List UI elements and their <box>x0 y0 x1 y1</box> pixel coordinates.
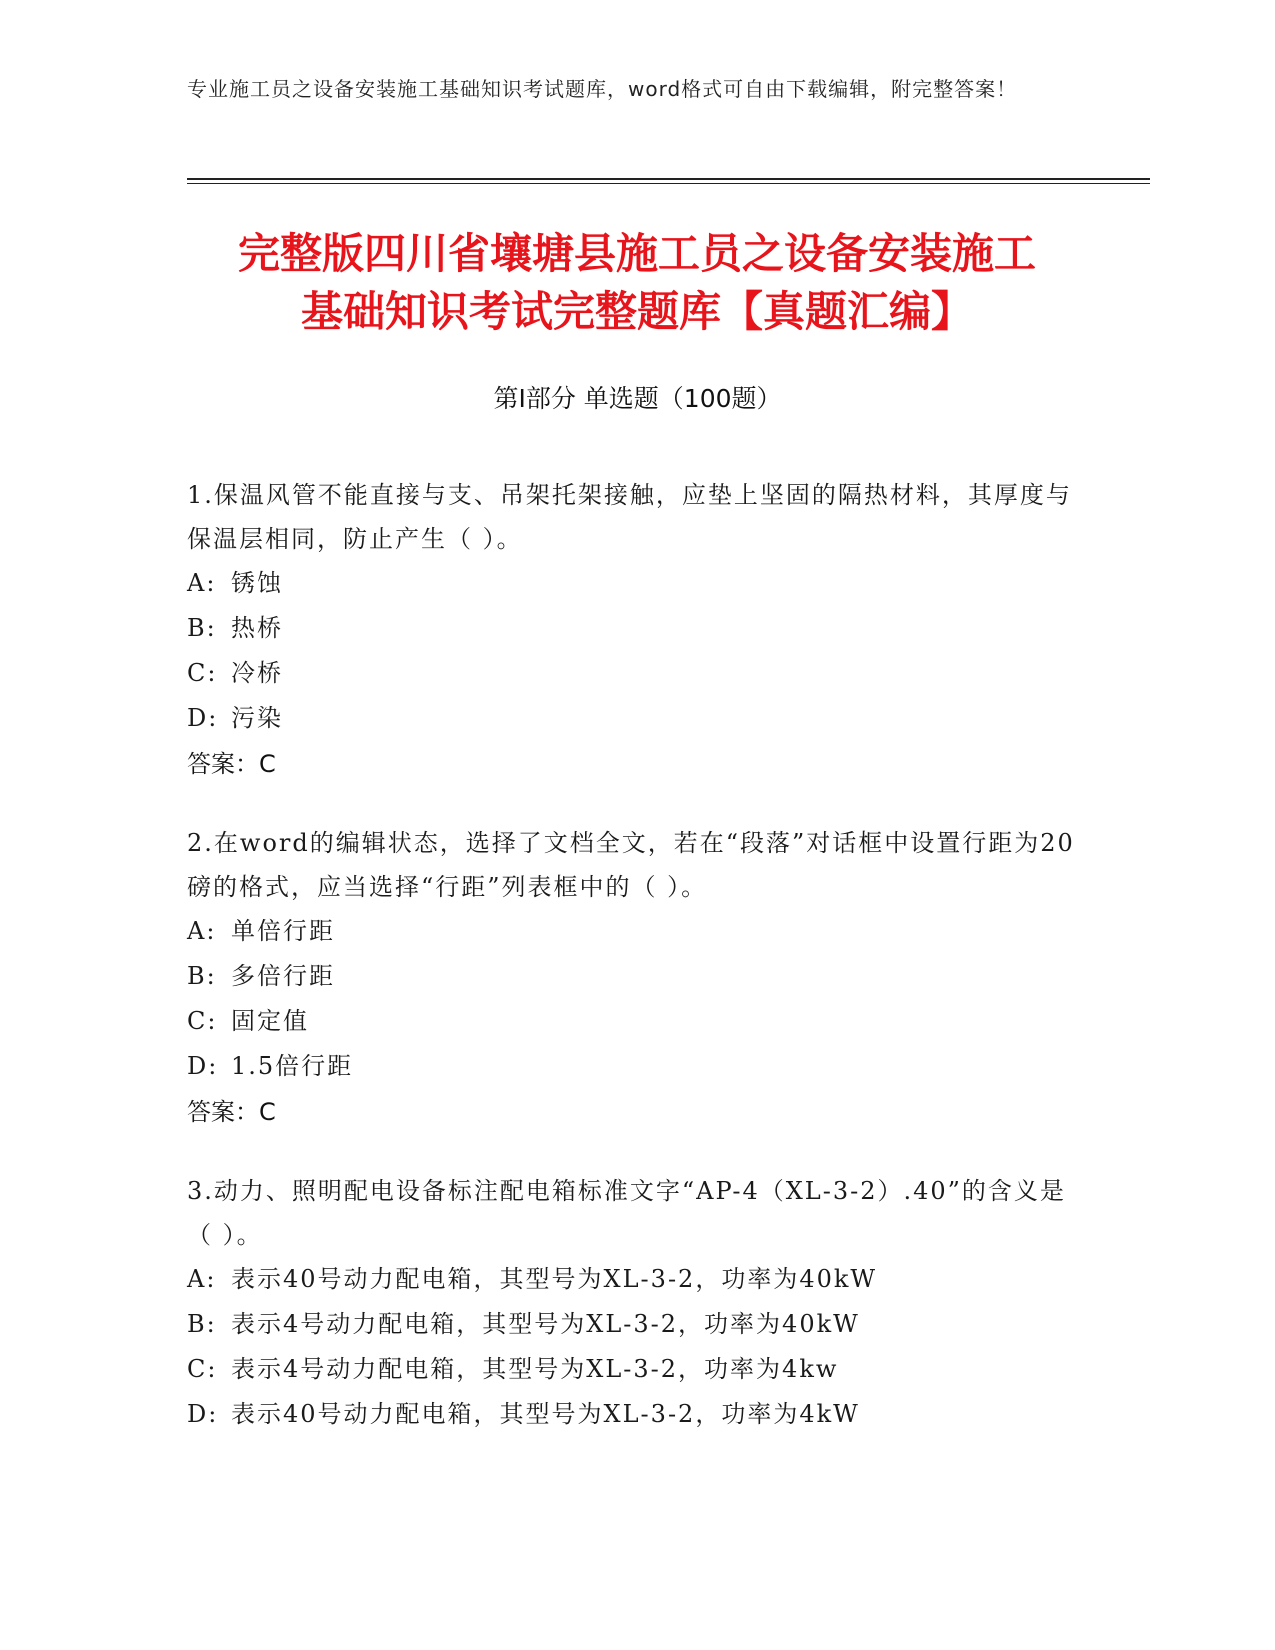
option-text: 单倍行距 <box>231 917 335 945</box>
option-key: D: <box>187 1052 219 1080</box>
section-heading: 第Ⅰ部分 单选题（100题） <box>493 384 782 413</box>
option-text: 表示40号动力配电箱，其型号为XL-3-2，功率为4kW <box>231 1400 860 1428</box>
question-stem: 2.在word的编辑状态，选择了文档全文，若在“段落”对话框中设置行距为20磅的格式，应当选择“行距”列表框中的（ ）。 <box>187 829 1075 901</box>
option-d <box>187 1392 1087 1437</box>
question-stem: 1.保温风管不能直接与支、吊架托架接触，应垫上坚固的隔热材料，其厚度与保温层相同，防止产生（ ）。 <box>187 481 1072 553</box>
header-note: 专业施工员之设备安装施工基础知识考试题库，word格式可自由下载编辑，附完整答案！ <box>187 77 1018 101</box>
option-text: 污染 <box>231 704 283 732</box>
option-key: D: <box>187 1400 219 1428</box>
option-c <box>187 1347 1087 1392</box>
option-text: 锈蚀 <box>231 569 283 597</box>
option-c <box>187 651 1087 696</box>
option-a <box>187 909 1087 954</box>
question-3 <box>187 1169 1087 1437</box>
option-text: 固定值 <box>231 1007 309 1035</box>
option-key: A: <box>187 569 217 597</box>
option-text: 表示4号动力配电箱，其型号为XL-3-2，功率为4kw <box>231 1355 839 1383</box>
option-text: 多倍行距 <box>231 962 335 990</box>
option-text: 热桥 <box>231 614 283 642</box>
option-key: D: <box>187 704 219 732</box>
option-c <box>187 999 1087 1044</box>
document-title <box>187 225 1087 341</box>
option-a <box>187 561 1087 606</box>
answer-line: 答案：C <box>187 1098 276 1126</box>
option-b <box>187 954 1087 999</box>
option-key: C: <box>187 1355 218 1383</box>
document-title-line-2: 基础知识考试完整题库【真题汇编】 <box>300 287 973 336</box>
option-key: A: <box>187 917 217 945</box>
option-key: B: <box>187 614 217 642</box>
option-key: A: <box>187 1265 217 1293</box>
option-key: C: <box>187 659 218 687</box>
option-d <box>187 696 1087 741</box>
option-text: 冷桥 <box>231 659 283 687</box>
option-text: 表示4号动力配电箱，其型号为XL-3-2，功率为40kW <box>231 1310 860 1338</box>
option-text: 1.5倍行距 <box>231 1052 354 1080</box>
option-key: C: <box>187 1007 218 1035</box>
header-divider-thick <box>187 178 1150 180</box>
option-key: B: <box>187 962 217 990</box>
question-stem: 3.动力、照明配电设备标注配电箱标准文字“AP-4（XL-3-2）.40”的含义是（ ）。 <box>187 1177 1066 1249</box>
question-2 <box>187 821 1087 1135</box>
option-a <box>187 1257 1087 1302</box>
option-d <box>187 1044 1087 1089</box>
answer-line: 答案：C <box>187 750 276 778</box>
option-key: B: <box>187 1310 217 1338</box>
option-b <box>187 606 1087 651</box>
option-text: 表示40号动力配电箱，其型号为XL-3-2，功率为40kW <box>231 1265 878 1293</box>
header-divider-thin <box>187 183 1150 184</box>
question-1 <box>187 473 1087 787</box>
document-title-line-1: 完整版四川省壤塘县施工员之设备安装施工 <box>237 229 1036 278</box>
option-b <box>187 1302 1087 1347</box>
question-list <box>187 473 1087 1471</box>
